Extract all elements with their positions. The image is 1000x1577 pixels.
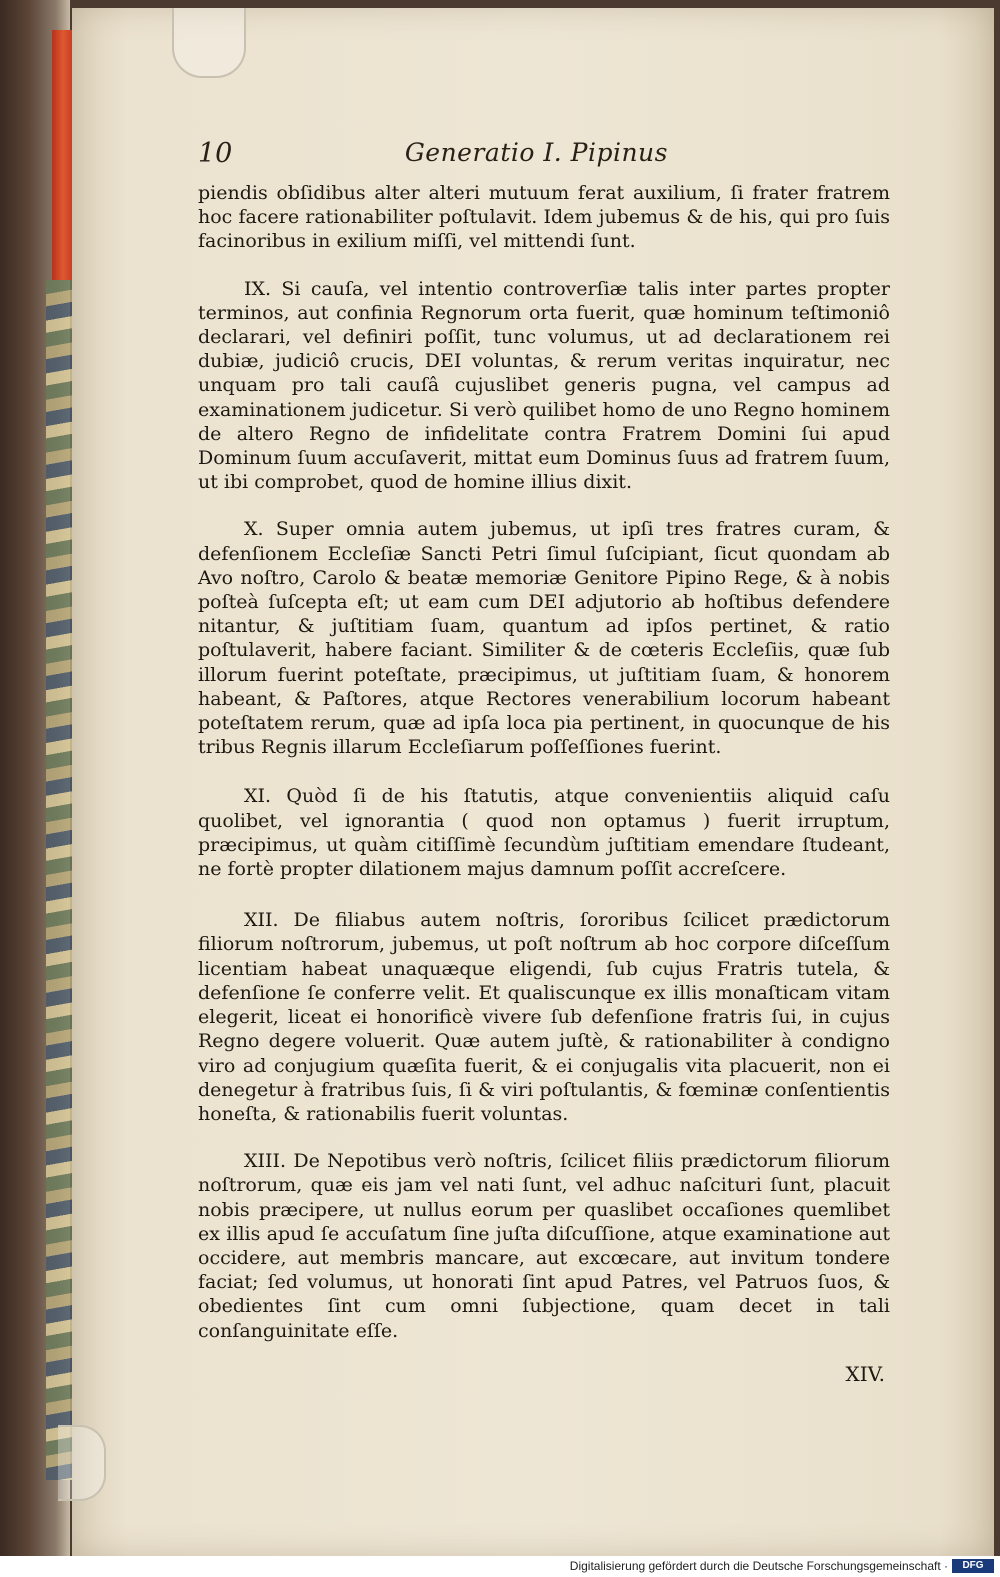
- red-page-edge: [52, 30, 74, 280]
- funding-credit: Digitalisierung gefördert durch die Deutsche Forschungsgemeinschaft ·: [569, 1559, 948, 1573]
- paragraph-xiii: XIII. De Nepotibus verò noſtris, ſcilicet filiis prædictorum filiorum noſtrorum, quæ eis jam vel nati ſunt, vel adhuc naſcituri ſunt, placuit nobis præcipere, ut nullus eorum per quaslibet occaſiones quemlibet ex illis apud ſe accuſatum ſine juſta diſcuſſione, atque examinatione aut occidere, aut membris mancare, aut excœcare, aut invitum tondere faciat; ſed volumus, ut honorati ſint apud Patres, vel Patruos ſuos, & obedientes ſint cum omni ſubjectione, quam decet in tali conſanguinitate eſſe.: [198, 1150, 890, 1342]
- page-header: [198, 138, 668, 172]
- paragraph-xi: XI. Quòd ſi de his ſtatutis, atque convenientiis aliquid caſu quolibet, vel ignorantia ( quod non optamus ) fuerit irruptum, præcipimus, ut quàm citiſſimè ſecundùm juſtitiam emendare ſtudeant, ne fortè propter dilationem majus damnum poſſit accreſcere.: [198, 785, 890, 881]
- catchword: XIV.: [845, 1362, 885, 1386]
- footer-bar: [0, 1556, 1000, 1577]
- paragraph-continuation: piendis obſidibus alter alteri mutuum ferat auxilium, ſi frater fratrem hoc facere rationabiliter poſtulavit. Idem jubemus & de his, qui pro ſuis facinoribus in exilium miſſi, vel mittendi ſunt.: [198, 182, 890, 253]
- running-head: Generatio I. Pipinus: [404, 138, 668, 167]
- paragraph-ix: IX. Si cauſa, vel intentio controverſiæ talis inter partes propter terminos, aut confinia Regnorum orta fuerit, quæ hominum teſtimoniô declarari, vel definiri poſſit, tunc volumus, ut ad declarationem rei dubiæ, judiciô crucis, DEI voluntas, & rerum veritas inquiratur, nec unquam pro tali cauſâ cujuslibet generis pugna, vel campus ad examinationem judicetur. Si verò quilibet homo de uno Regno hominem de altero Regno de infidelitate contra Fratrem Domini ſui apud Dominum ſuum accuſaverit, mittat eum Dominus ſuus ad fratrem ſuum, ut ibi comprobet, quod de homine illius dixit.: [198, 277, 890, 494]
- page-clip-top: [172, 8, 246, 78]
- page-body: [198, 181, 890, 1343]
- dfg-logo-icon: DFG: [952, 1559, 994, 1573]
- page-clip-bottom: [58, 1425, 106, 1501]
- paragraph-x: X. Super omnia autem jubemus, ut ipſi tres fratres curam, & defenſionem Eccleſiæ Sancti Petri ſimul ſuſcipiant, ſicut quondam ab Avo noſtro, Carolo & beatæ memoriæ Genitore Pipino Rege, & à nobis poſteà ſuſcepta eſt; ut eam cum DEI adjutorio ab hoſtibus defendere nitantur, & juſtitiam ſuam, quantum ad ipſos pertinet, & ratio poſtulaverit, habere faciant. Similiter & de cœteris Eccleſiis, quæ ſub illorum fuerint poteſtate, præcipimus, ut juſtitiam ſuam, & honorem habeant, & Paſtores, atque Rectores venerabilium locorum habeant poteſtatem rerum, quæ ad ipſa loca pia pertinent, in quocunque de his tribus Regnis illarum Eccleſiarum poſſeſſiones fuerint.: [198, 518, 890, 759]
- page-number: 10: [198, 138, 233, 169]
- paragraph-xii: XII. De filiabus autem noſtris, ſororibus ſcilicet prædictorum filiorum noſtrorum, jubemus, ut poſt noſtrum ab hoc corpore diſceſſum licentiam habeat unaquæque eligendi, ſub cujus Fratris tutela, & defenſione ſe conferre velit. Et qualiscunque ex illis monaſticam vitam elegerit, liceat ei honorificè vivere ſub defenſione fratris ſui, in cujus Regno degere voluerit. Quæ autem juſtè, & rationabiliter à condigno viro ad conjugium quæſita fuerit, & ei conjugalis vita placuerit, non ei denegetur à fratribus ſuis, ſi & viri poſtulantis, & fœminæ conſentientis honeſta, & rationabilis fuerit voluntas.: [198, 909, 890, 1125]
